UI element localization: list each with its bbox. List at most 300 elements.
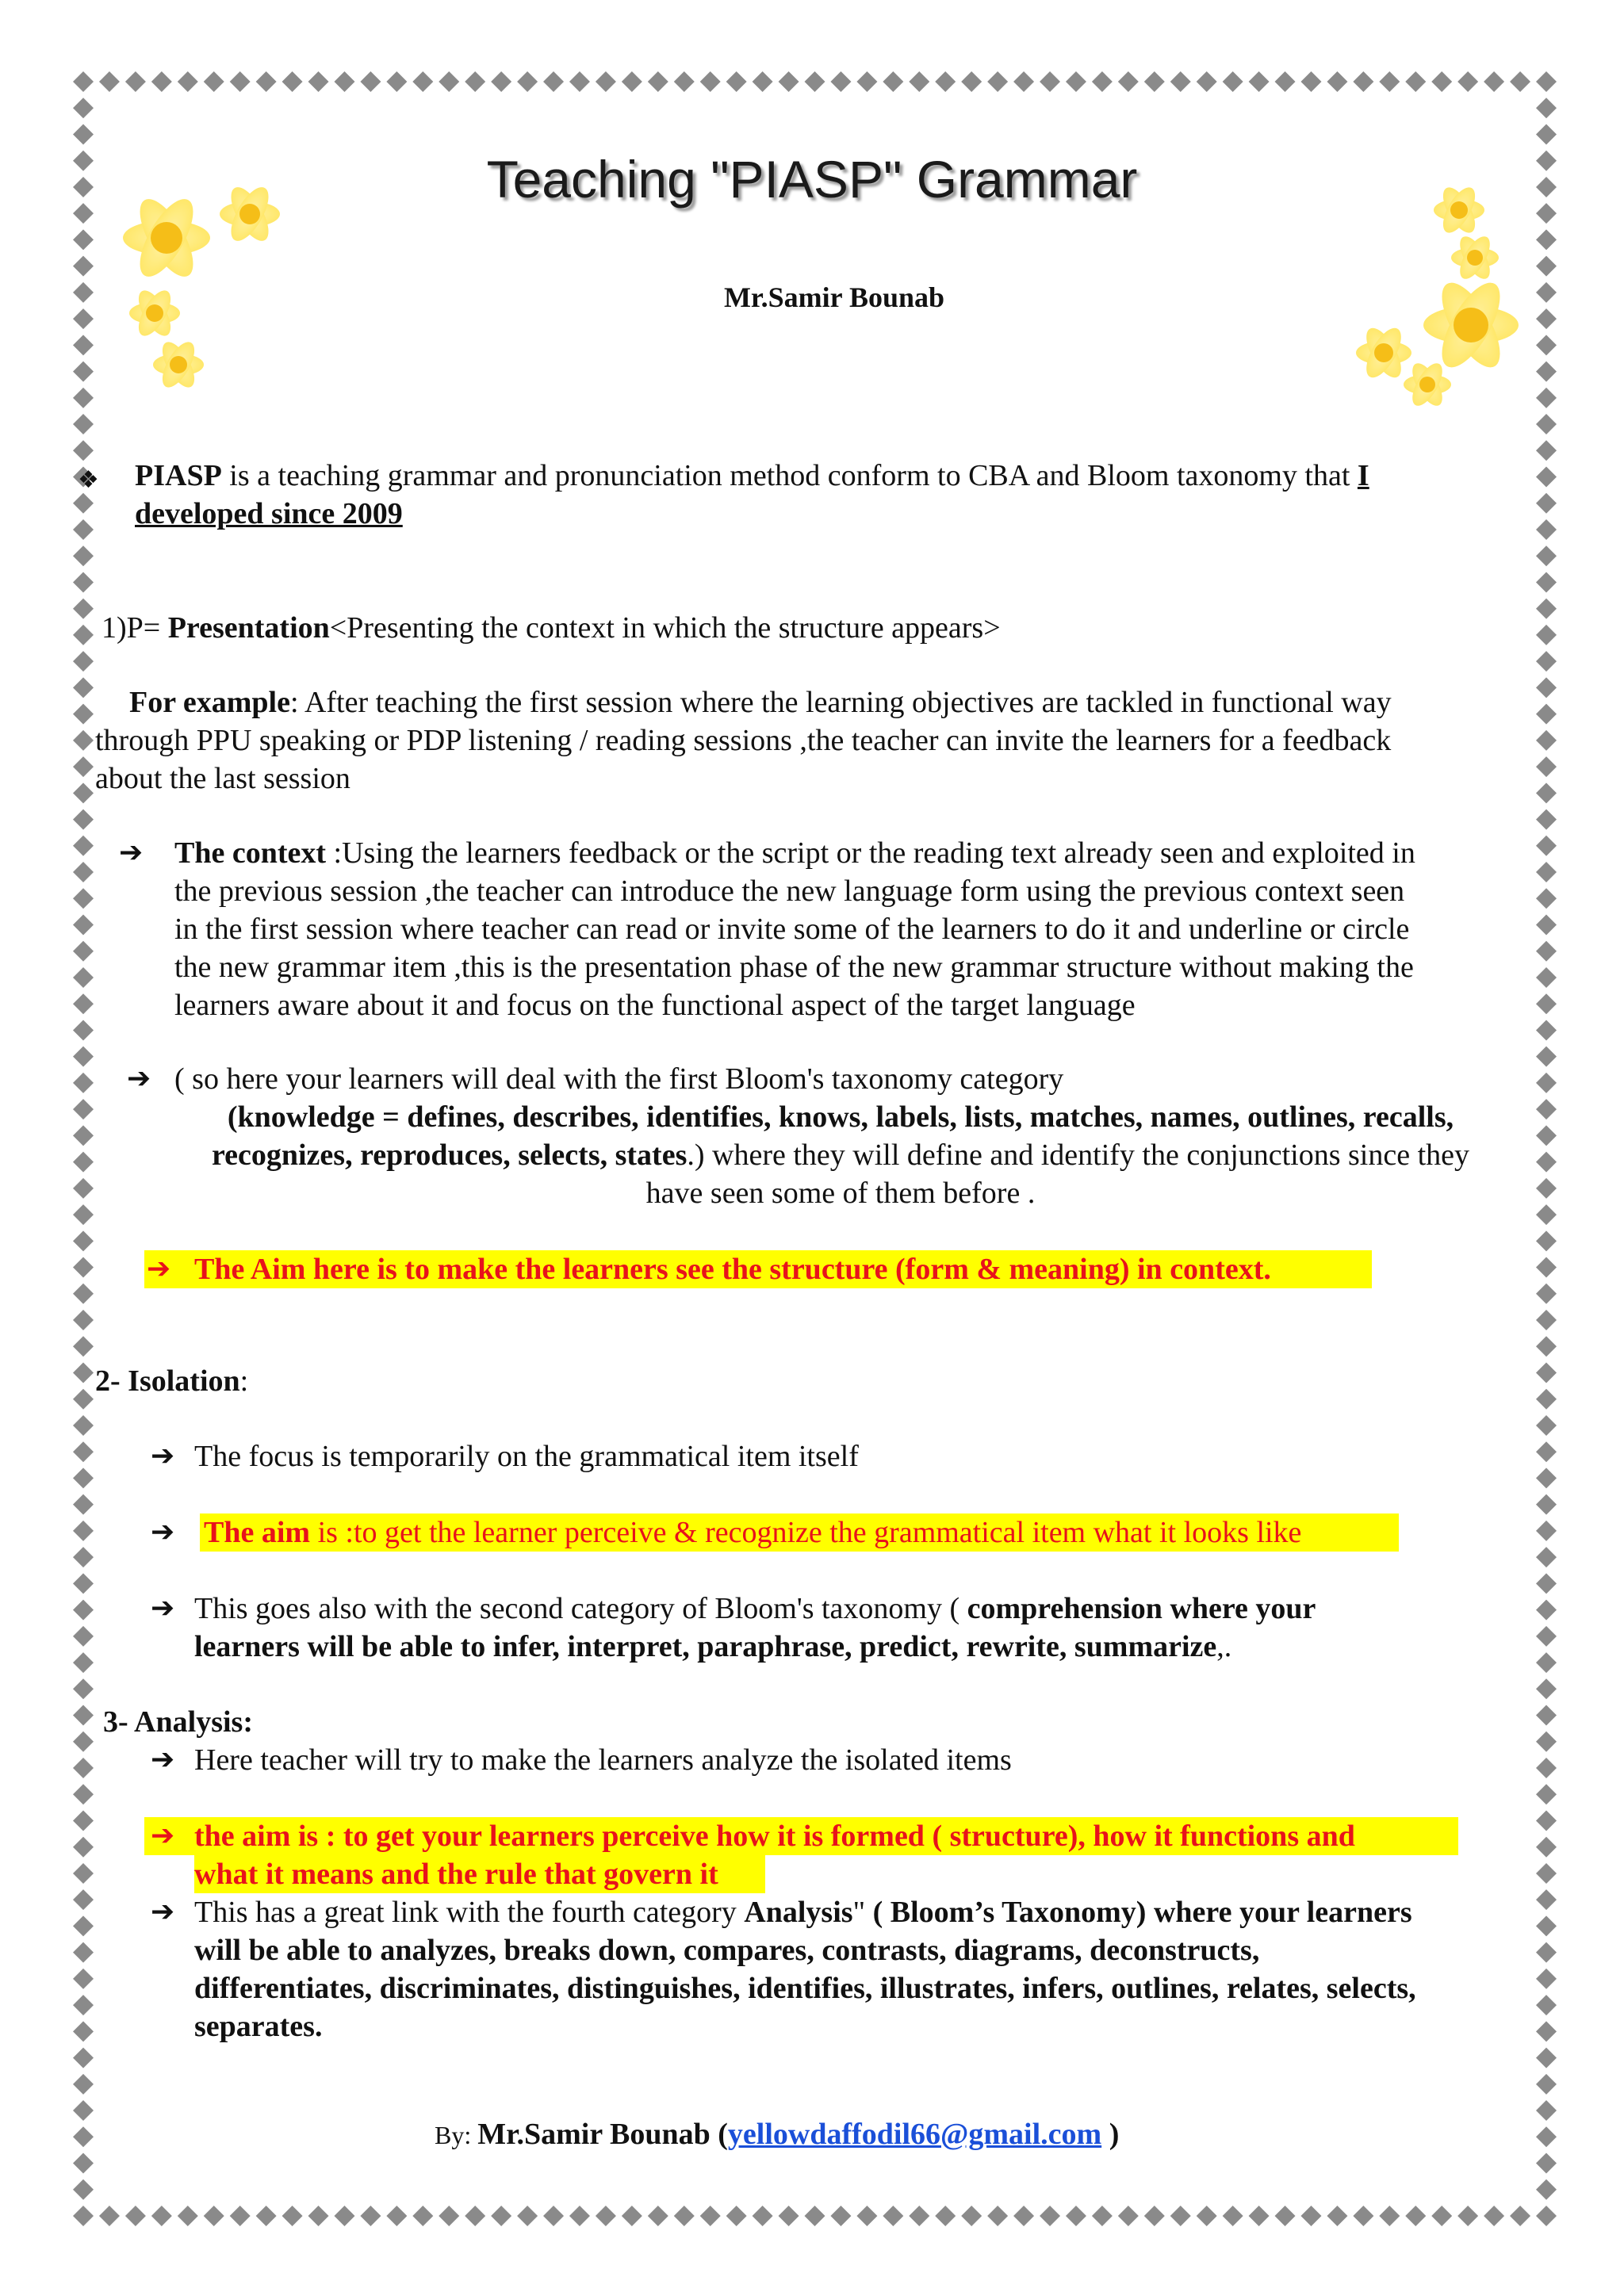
bloom-line-3 [95, 1136, 1586, 1174]
border-diamond [73, 1915, 94, 1936]
border-diamond [856, 71, 877, 92]
border-diamond [73, 809, 94, 830]
border-diamond [73, 1230, 94, 1251]
border-diamond [1536, 1073, 1557, 1093]
border-diamond [726, 71, 747, 92]
border-diamond [1536, 1494, 1557, 1515]
right-arrow-icon: ➔ [147, 1253, 171, 1285]
border-diamond [360, 2206, 381, 2226]
border-diamond [256, 71, 277, 92]
border-diamond [1118, 2206, 1139, 2226]
border-diamond [1536, 967, 1557, 988]
border-diamond [1170, 71, 1191, 92]
border-diamond [1536, 1047, 1557, 1067]
border-diamond [909, 2206, 929, 2226]
border-diamond [1353, 2206, 1373, 2226]
border-diamond [412, 2206, 433, 2226]
context-line-4: the new grammar item ,this is the presentation phase of the new grammar structure without making the [174, 951, 1414, 984]
footer-by: By: [435, 2121, 478, 2149]
border-diamond [648, 2206, 668, 2226]
border-diamond [1536, 1020, 1557, 1040]
border-diamond [73, 1863, 94, 1884]
border-diamond [73, 1732, 94, 1752]
border-diamond [1536, 888, 1557, 909]
border-diamond [73, 1494, 94, 1515]
border-diamond [73, 2021, 94, 2042]
border-diamond [1092, 71, 1113, 92]
border-diamond [73, 2100, 94, 2121]
border-diamond [1536, 545, 1557, 566]
bloom-line-2: (knowledge = defines, describes, identifies, knows, labels, lists, matches, names, outlines, recalls, [227, 1100, 1454, 1134]
border-diamond [569, 2206, 590, 2226]
border-diamond [779, 71, 799, 92]
border-diamond [1536, 1915, 1557, 1936]
border-diamond [1327, 2206, 1347, 2226]
border-diamond [178, 71, 198, 92]
border-diamond [73, 1362, 94, 1383]
border-diamond [151, 2206, 172, 2226]
border-diamond [1536, 1415, 1557, 1436]
border-diamond [73, 1020, 94, 1040]
border-diamond [1510, 2206, 1530, 2226]
border-diamond [648, 71, 668, 92]
border-diamond [1536, 1705, 1557, 1726]
border-diamond [1536, 1942, 1557, 1963]
border-diamond [1431, 2206, 1452, 2226]
border-diamond [856, 2206, 877, 2226]
border-diamond [73, 599, 94, 619]
border-diamond [674, 2206, 695, 2226]
border-diamond [73, 1837, 94, 1858]
border-diamond [73, 1784, 94, 1804]
border-diamond [1300, 2206, 1321, 2226]
border-diamond [73, 1125, 94, 1146]
border-diamond [465, 2206, 485, 2226]
border-diamond [1197, 71, 1217, 92]
border-diamond [1536, 730, 1557, 751]
border-diamond [73, 1257, 94, 1278]
border-diamond [1066, 71, 1086, 92]
border-diamond [73, 1468, 94, 1488]
border-diamond [73, 1521, 94, 1541]
analysis-item-3-line4: separates. [194, 2010, 323, 2043]
border-diamond [99, 2206, 120, 2226]
context-line-2: the previous session ,the teacher can introduce the new language form using the previous context seen [174, 874, 1405, 908]
border-diamond [73, 1758, 94, 1778]
border-diamond [1536, 1995, 1557, 2015]
border-diamond [1536, 71, 1557, 92]
border-diamond [73, 2074, 94, 2095]
border-diamond [1536, 2206, 1557, 2226]
border-diamond [1536, 677, 1557, 698]
border-diamond [73, 888, 94, 909]
analysis-item3-bold1: Analysis [744, 1896, 853, 1929]
border-diamond [491, 2206, 511, 2226]
border-diamond [1536, 1336, 1557, 1357]
border-diamond [73, 2179, 94, 2200]
analysis-item-3-line2: will be able to analyzes, breaks down, compares, contrasts, diagrams, deconstructs, [194, 1934, 1260, 1967]
border-diamond [73, 1969, 94, 1989]
border-diamond [73, 1389, 94, 1410]
border-diamond [1536, 651, 1557, 672]
context-line-5: learners aware about it and focus on the functional aspect of the target language [174, 989, 1136, 1022]
border-diamond [412, 71, 433, 92]
border-diamond [909, 71, 929, 92]
border-diamond [1405, 71, 1426, 92]
border-diamond [517, 71, 538, 92]
border-diamond [935, 71, 956, 92]
border-diamond [1536, 1600, 1557, 1621]
border-diamond [805, 71, 825, 92]
border-diamond [386, 2206, 407, 2226]
border-diamond [517, 2206, 538, 2226]
border-diamond [779, 2206, 799, 2226]
analysis-item-1: Here teacher will try to make the learners analyze the isolated items [194, 1743, 1012, 1777]
border-diamond [230, 71, 251, 92]
bloom-line-1: ( so here your learners will deal with the first Bloom's taxonomy category [174, 1062, 1064, 1096]
border-diamond [99, 71, 120, 92]
example-label: For example [129, 686, 290, 719]
border-diamond [73, 915, 94, 936]
isolation-aim [204, 1513, 1301, 1552]
section2-title: 2- Isolation [95, 1364, 240, 1398]
border-diamond [674, 71, 695, 92]
analysis-item3-text: This has a great link with the fourth category [194, 1896, 745, 1929]
border-diamond [73, 440, 94, 461]
border-diamond [282, 2206, 303, 2226]
section1-heading [102, 609, 1001, 647]
border-diamond [73, 2206, 94, 2226]
border-diamond [543, 2206, 564, 2226]
border-diamond [1536, 467, 1557, 488]
border-diamond [73, 625, 94, 645]
border-diamond [1536, 836, 1557, 856]
border-diamond [543, 71, 564, 92]
border-diamond [73, 756, 94, 777]
border-diamond [73, 545, 94, 566]
border-diamond [596, 71, 616, 92]
analysis-item-3-line3: differentiates, discriminates, distinguishes, identifies, illustrates, infers, outlines, relates, selects, [194, 1972, 1416, 2005]
border-diamond [73, 1073, 94, 1093]
border-diamond [73, 704, 94, 725]
section2-heading [95, 1362, 248, 1400]
isolation-item3-line2: learners will be able to infer, interpret, paraphrase, predict, rewrite, summarize [194, 1630, 1217, 1663]
bloom-bold: recognizes, reproduces, selects, states [211, 1138, 688, 1172]
border-diamond [1536, 1521, 1557, 1541]
border-diamond [987, 2206, 1008, 2226]
border-diamond [1249, 2206, 1270, 2226]
border-diamond [987, 71, 1008, 92]
border-diamond [73, 862, 94, 882]
border-diamond [1536, 493, 1557, 514]
border-diamond [1536, 941, 1557, 962]
border-diamond [439, 71, 459, 92]
border-diamond [883, 2206, 903, 2226]
border-diamond [73, 1573, 94, 1594]
isolation-item3-bold: comprehension where your [967, 1592, 1316, 1625]
border-diamond [73, 1995, 94, 2015]
example-text-1: : After teaching the first session where the learning objectives are tackled in functional way [289, 686, 1392, 719]
border-diamond [830, 2206, 851, 2226]
border-diamond [73, 1284, 94, 1304]
border-diamond [1536, 1810, 1557, 1831]
section2-colon: : [239, 1364, 249, 1398]
border-diamond [1092, 2206, 1113, 2226]
border-diamond [1536, 1441, 1557, 1462]
border-diamond [961, 2206, 982, 2226]
border-diamond [73, 98, 94, 118]
border-diamond [1536, 599, 1557, 619]
border-diamond [73, 1600, 94, 1621]
border-diamond [1013, 2206, 1034, 2226]
isolation-item3-text: This goes also with the second category of Bloom's taxonomy ( [194, 1592, 967, 1625]
context-text-1: :Using the learners feedback or the script or the reading text already seen and exploited in [326, 836, 1415, 870]
border-diamond [73, 1547, 94, 1567]
border-diamond [1275, 71, 1296, 92]
border-diamond [73, 1652, 94, 1673]
border-diamond [73, 124, 94, 144]
border-diamond [465, 71, 485, 92]
border-diamond [1536, 1468, 1557, 1488]
isolation-aim-rest: is :to get the learner perceive & recognize the grammatical item what it looks like [310, 1516, 1302, 1549]
border-diamond [386, 71, 407, 92]
intro-bold: PIASP [135, 459, 222, 492]
border-diamond [1300, 71, 1321, 92]
border-diamond [73, 1152, 94, 1173]
footer-email-link[interactable]: yellowdaffodil66@gmail.com [727, 2118, 1102, 2151]
author-name: Mr.Samir Bounab [723, 281, 945, 313]
context-line-3: in the first session where teacher can read or invite some of the learners to do it and underline or circle [174, 913, 1410, 946]
border-diamond [1040, 71, 1060, 92]
border-diamond [73, 2048, 94, 2068]
border-diamond [726, 2206, 747, 2226]
border-diamond [125, 71, 146, 92]
border-diamond [1536, 1389, 1557, 1410]
border-diamond [73, 1441, 94, 1462]
border-diamond [230, 2206, 251, 2226]
border-diamond [830, 71, 851, 92]
border-diamond [178, 2206, 198, 2226]
right-arrow-icon: ➔ [127, 1062, 151, 1095]
border-diamond [1013, 71, 1034, 92]
border-diamond [73, 836, 94, 856]
border-diamond [1275, 2206, 1296, 2226]
border-diamond [204, 71, 224, 92]
border-diamond [125, 2206, 146, 2226]
border-diamond [1457, 71, 1478, 92]
section3-heading: 3- Analysis: [103, 1705, 253, 1739]
border-diamond [1536, 124, 1557, 144]
right-arrow-icon: ➔ [151, 1896, 175, 1928]
border-diamond [1536, 2021, 1557, 2042]
analysis-item3-mid: " [852, 1896, 873, 1929]
border-diamond [204, 2206, 224, 2226]
border-diamond [1536, 1362, 1557, 1383]
border-diamond [1457, 2206, 1478, 2226]
diamond-bullet-icon: ❖ [78, 466, 99, 494]
border-diamond [1223, 71, 1243, 92]
intro-underlined: I developed since 2009 [135, 459, 1369, 530]
section1-prefix: 1)P= [102, 611, 168, 645]
bloom-line-4: have seen some of them before . [645, 1177, 1036, 1210]
example-line-2: through PPU speaking or PDP listening / reading sessions ,the teacher can invite the learners for a feedback [95, 724, 1392, 757]
right-arrow-icon: ➔ [119, 836, 144, 869]
border-diamond [1536, 1310, 1557, 1330]
border-diamond [334, 71, 354, 92]
border-diamond [1536, 2074, 1557, 2095]
border-diamond [73, 2153, 94, 2174]
border-diamond [1536, 572, 1557, 592]
border-diamond [1144, 2206, 1165, 2226]
border-diamond [334, 2206, 354, 2226]
border-diamond [1536, 2100, 1557, 2121]
border-diamond [1536, 1732, 1557, 1752]
isolation-item-3-line2 [194, 1628, 1231, 1666]
border-diamond [1510, 71, 1530, 92]
border-diamond [1379, 2206, 1400, 2226]
isolation-item-3-line1 [194, 1590, 1316, 1628]
border-diamond [73, 677, 94, 698]
border-diamond [73, 967, 94, 988]
border-diamond [1536, 704, 1557, 725]
border-diamond [1170, 2206, 1191, 2226]
right-arrow-icon: ➔ [151, 1440, 175, 1472]
border-diamond [308, 2206, 329, 2226]
border-diamond [256, 2206, 277, 2226]
border-diamond [1536, 915, 1557, 936]
border-diamond [1536, 1626, 1557, 1647]
border-diamond [1484, 2206, 1504, 2226]
right-arrow-icon: ➔ [151, 1820, 175, 1852]
intro-paragraph [135, 457, 1499, 533]
border-diamond [1536, 783, 1557, 803]
border-diamond [883, 71, 903, 92]
border-diamond [622, 2206, 642, 2226]
footer [435, 2115, 1119, 2154]
border-diamond [753, 2206, 773, 2226]
border-diamond [1536, 519, 1557, 540]
border-diamond [1327, 71, 1347, 92]
footer-close: ) [1101, 2118, 1120, 2151]
analysis-item3-bold2: ( Bloom’s Taxonomy) where your learners [872, 1896, 1412, 1929]
border-diamond [73, 1204, 94, 1225]
border-diamond [1536, 2179, 1557, 2200]
context-label: The context [174, 836, 327, 870]
right-arrow-icon: ➔ [151, 1743, 175, 1776]
analysis-aim-line1: the aim is : to get your learners perceive how it is formed ( structure), how it functions and [194, 1820, 1355, 1853]
border-diamond [596, 2206, 616, 2226]
border-diamond [73, 941, 94, 962]
border-diamond [73, 1705, 94, 1726]
border-diamond [1536, 2153, 1557, 2174]
border-diamond [1536, 1652, 1557, 1673]
border-diamond [622, 71, 642, 92]
border-diamond [1118, 71, 1139, 92]
border-diamond [308, 71, 329, 92]
footer-name: Mr.Samir Bounab [477, 2118, 710, 2151]
border-diamond [73, 1678, 94, 1699]
border-diamond [1536, 993, 1557, 1014]
border-diamond [1040, 2206, 1060, 2226]
section1-rest: <Presenting the context in which the structure appears> [329, 611, 1001, 645]
footer-open: ( [710, 2118, 728, 2151]
border-diamond [73, 2126, 94, 2147]
border-diamond [1066, 2206, 1086, 2226]
right-arrow-icon: ➔ [151, 1516, 175, 1548]
border-diamond [73, 71, 94, 92]
border-diamond [73, 651, 94, 672]
border-diamond [1536, 1230, 1557, 1251]
border-diamond [73, 1889, 94, 1910]
border-diamond [73, 1336, 94, 1357]
aim-section1: The Aim here is to make the learners see the structure (form & meaning) in context. [194, 1253, 1271, 1286]
border-diamond [73, 1942, 94, 1963]
border-diamond [1536, 1784, 1557, 1804]
border-diamond [1197, 2206, 1217, 2226]
border-diamond [439, 2206, 459, 2226]
context-line-1 [174, 834, 1415, 872]
border-diamond [569, 71, 590, 92]
border-diamond [1536, 98, 1557, 118]
border-diamond [73, 1047, 94, 1067]
border-diamond [1536, 440, 1557, 461]
border-diamond [1144, 71, 1165, 92]
border-diamond [1536, 1573, 1557, 1594]
analysis-item-3-line1 [194, 1893, 1412, 1931]
isolation-aim-bold: The aim [204, 1516, 311, 1549]
border-diamond [1536, 1758, 1557, 1778]
intro-text: is a teaching grammar and pronunciation method conform to CBA and Bloom taxonomy that [221, 459, 1358, 492]
border-diamond [1536, 2126, 1557, 2147]
border-diamond [700, 71, 721, 92]
border-diamond [73, 783, 94, 803]
border-diamond [1431, 71, 1452, 92]
page-title: Teaching "PIASP" Grammar [486, 150, 1138, 209]
border-diamond [1536, 1284, 1557, 1304]
border-diamond [73, 1099, 94, 1119]
section1-bold: Presentation [167, 611, 330, 645]
border-diamond [1536, 1547, 1557, 1567]
border-diamond [1405, 2206, 1426, 2226]
border-diamond [1536, 2048, 1557, 2068]
border-diamond [73, 1810, 94, 1831]
border-diamond [935, 2206, 956, 2226]
border-diamond [1536, 1257, 1557, 1278]
border-diamond [805, 2206, 825, 2226]
border-diamond [1484, 71, 1504, 92]
example-line-1 [129, 683, 1392, 721]
border-diamond [73, 519, 94, 540]
border-diamond [1249, 71, 1270, 92]
border-diamond [961, 71, 982, 92]
border-diamond [73, 1178, 94, 1199]
border-diamond [753, 71, 773, 92]
border-diamond [1536, 1969, 1557, 1989]
border-diamond [1536, 862, 1557, 882]
border-diamond [73, 1626, 94, 1647]
isolation-item3-tail: ,. [1216, 1630, 1232, 1663]
border-diamond [1379, 71, 1400, 92]
border-diamond [73, 1310, 94, 1330]
border-diamond [491, 71, 511, 92]
border-diamond [1536, 1889, 1557, 1910]
border-diamond [1536, 1863, 1557, 1884]
border-diamond [1536, 1678, 1557, 1699]
border-diamond [73, 993, 94, 1014]
border-diamond [1353, 71, 1373, 92]
border-diamond [1223, 2206, 1243, 2226]
border-diamond [73, 730, 94, 751]
